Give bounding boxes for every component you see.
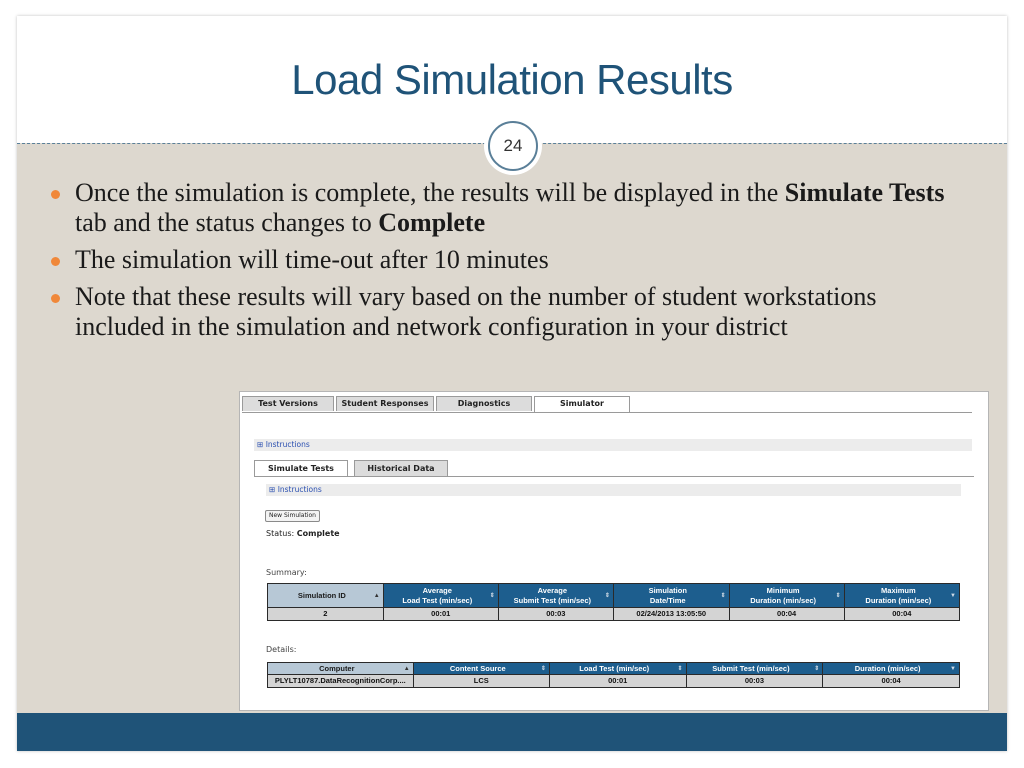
summary-table xyxy=(267,583,960,621)
cell-submit-test: 00:03 xyxy=(686,675,823,688)
header-text: Simulation xyxy=(648,585,687,595)
cell-avg-load: 00:01 xyxy=(383,608,498,621)
subtab-underline xyxy=(254,476,974,477)
cell-content-source: LCS xyxy=(413,675,549,688)
bullet-item xyxy=(49,282,949,342)
sort-icon: ⇕ xyxy=(814,665,820,672)
cell-computer: PLYLT10787.DataRecognitionCorp.... xyxy=(268,675,414,688)
sort-down-icon: ▼ xyxy=(950,592,956,599)
header-text: Duration (min/sec) xyxy=(750,595,817,605)
details-label: Details: xyxy=(266,645,297,654)
bullet-text: tab and the status changes to xyxy=(75,208,379,237)
tab-underline xyxy=(242,412,972,413)
cell-simulation-id: 2 xyxy=(268,608,384,621)
footer-bar xyxy=(17,713,1007,751)
header-text: Simulation ID xyxy=(297,590,346,600)
page-number-badge xyxy=(484,117,542,175)
bullet-text: The simulation will time-out after 10 minutes xyxy=(75,245,549,274)
summary-header-min-duration[interactable] xyxy=(729,584,844,608)
sort-icon: ⇕ xyxy=(489,592,495,599)
expand-icon: ⊞ xyxy=(257,440,264,449)
header-text: Duration (min/sec) xyxy=(854,663,921,673)
bullet-dot-icon xyxy=(51,257,60,266)
cell-max-duration: 00:04 xyxy=(844,608,959,621)
tab-simulator[interactable]: Simulator xyxy=(534,396,630,413)
status-label: Status: xyxy=(266,529,295,538)
new-simulation-button[interactable]: New Simulation xyxy=(265,510,320,522)
details-header-computer[interactable] xyxy=(268,663,414,675)
instructions-label: Instructions xyxy=(277,485,322,494)
bullet-text: Note that these results will vary based on the number of student workstations included in the simulation and network configuration in your district xyxy=(75,282,877,341)
header-text: Computer xyxy=(319,663,355,673)
summary-header-avg-load[interactable] xyxy=(383,584,498,608)
slide xyxy=(17,16,1007,751)
bullet-item xyxy=(49,245,949,275)
sort-icon: ⇕ xyxy=(604,592,610,599)
tab-test-versions[interactable]: Test Versions xyxy=(242,396,334,411)
sort-icon: ⇕ xyxy=(835,592,841,599)
tab-historical-data[interactable]: Historical Data xyxy=(354,460,448,476)
sort-down-icon: ▼ xyxy=(950,665,956,672)
cell-date-time: 02/24/2013 13:05:50 xyxy=(613,608,729,621)
sort-up-icon: ▲ xyxy=(403,665,410,672)
tab-simulate-tests[interactable]: Simulate Tests xyxy=(254,460,348,476)
instructions-toggle[interactable] xyxy=(254,439,972,451)
slide-title: Load Simulation Results xyxy=(291,56,733,103)
tab-student-responses[interactable]: Student Responses xyxy=(336,396,434,411)
sort-icon: ⇕ xyxy=(677,665,683,672)
simulator-screenshot xyxy=(239,391,989,711)
status-value: Complete xyxy=(296,529,340,538)
summary-header-date-time[interactable] xyxy=(613,584,729,608)
sub-tabs xyxy=(254,460,454,476)
summary-header-avg-submit[interactable] xyxy=(498,584,613,608)
status-line xyxy=(266,529,340,538)
header-text: Submit Test (min/sec) xyxy=(712,663,790,673)
bullet-dot-icon xyxy=(51,190,60,199)
details-header-load-test[interactable] xyxy=(549,663,686,675)
bullet-bold-text: Simulate Tests xyxy=(784,178,945,207)
page-number: 24 xyxy=(488,121,538,171)
main-tabs xyxy=(242,396,632,412)
sort-icon: ⇕ xyxy=(720,592,726,599)
header-text: Average xyxy=(537,585,567,595)
sort-icon: ⇕ xyxy=(540,665,546,672)
details-header-duration[interactable] xyxy=(823,663,960,675)
summary-label: Summary: xyxy=(266,568,307,577)
header-text: Duration (min/sec) xyxy=(865,595,932,605)
bullet-item xyxy=(49,178,949,238)
summary-header-max-duration[interactable] xyxy=(844,584,959,608)
cell-duration: 00:04 xyxy=(823,675,960,688)
header-text: Average xyxy=(422,585,452,595)
details-table xyxy=(267,662,960,688)
cell-avg-submit: 00:03 xyxy=(498,608,613,621)
expand-icon: ⊞ xyxy=(269,485,276,494)
header-text: Load Test (min/sec) xyxy=(402,595,473,605)
bullet-dot-icon xyxy=(51,294,60,303)
header-text: Load Test (min/sec) xyxy=(579,663,650,673)
bullet-list xyxy=(49,178,949,349)
table-row[interactable] xyxy=(268,608,960,621)
sort-up-icon: ▲ xyxy=(373,592,380,599)
table-row[interactable] xyxy=(268,675,960,688)
header-text: Minimum xyxy=(766,585,800,595)
bullet-bold-text: Complete xyxy=(378,208,486,237)
header-text: Date/Time xyxy=(649,595,686,605)
tab-diagnostics[interactable]: Diagnostics xyxy=(436,396,532,411)
cell-load-test: 00:01 xyxy=(549,675,686,688)
header-text: Maximum xyxy=(881,585,916,595)
header-text: Content Source xyxy=(449,663,506,673)
cell-min-duration: 00:04 xyxy=(729,608,844,621)
details-header-content-source[interactable] xyxy=(413,663,549,675)
bullet-text: Once the simulation is complete, the results will be displayed in the xyxy=(75,178,785,207)
summary-header-simulation-id[interactable] xyxy=(268,584,384,608)
instructions-label: Instructions xyxy=(265,440,310,449)
details-header-submit-test[interactable] xyxy=(686,663,823,675)
sub-instructions-toggle[interactable] xyxy=(266,484,961,496)
header-text: Submit Test (min/sec) xyxy=(513,595,592,605)
